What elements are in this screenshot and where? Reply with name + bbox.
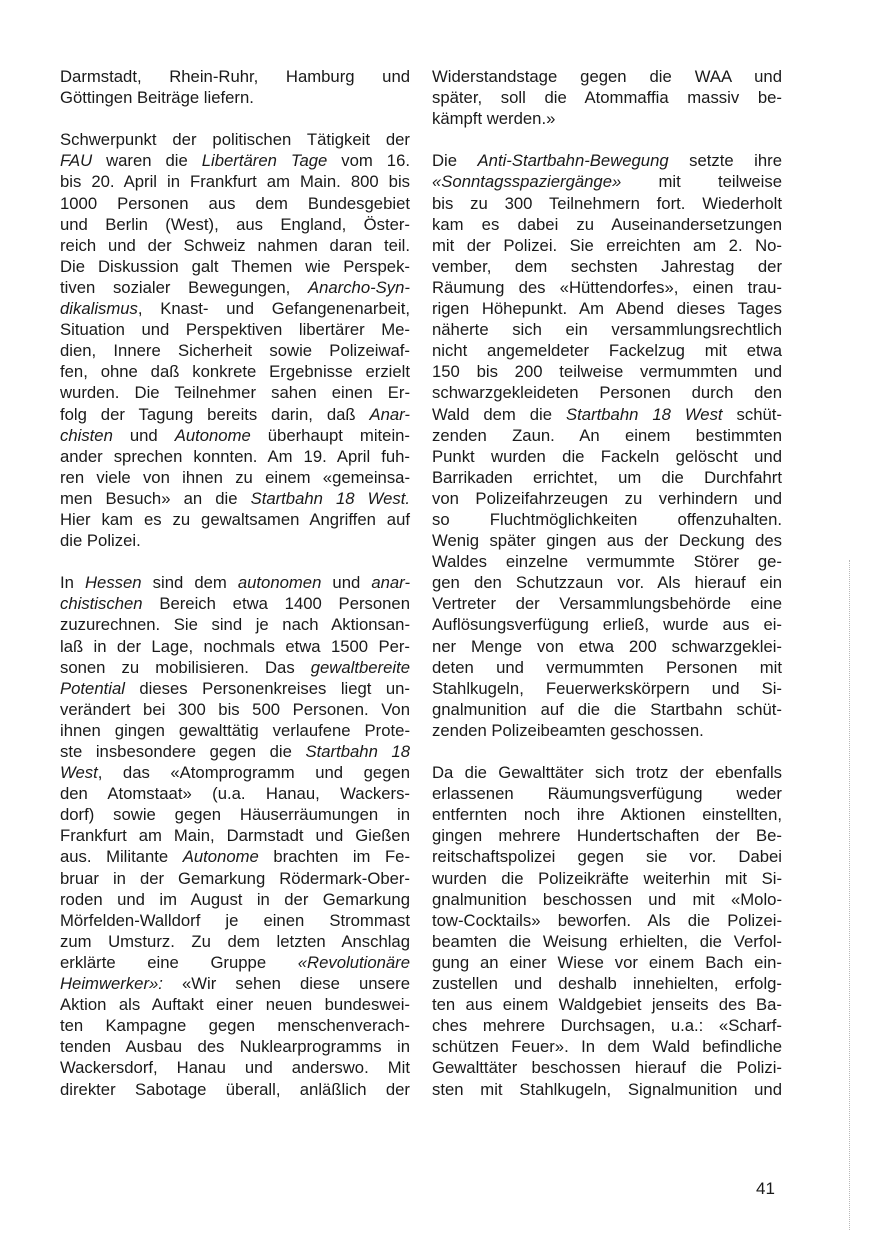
text-line: gnalmunition auf die die Startbahn schüt-: [432, 699, 782, 719]
emphasis: Anarcho-Syn-: [307, 277, 410, 297]
emphasis: Libertären Tage: [201, 151, 328, 171]
text-line: chistischen Bereich etwa 1400 Personen: [60, 594, 410, 614]
text-line: Die Diskussion galt Themen wie Perspek-: [60, 256, 410, 276]
text-line: fen, ohne daß konkrete Ergebnisse erzielt: [60, 362, 410, 382]
text-line: Widerstandstage gegen die WAA und: [432, 67, 782, 86]
text-line: 150 bis 200 teilweise vermummten und: [432, 362, 782, 382]
paragraph-gap: [432, 741, 782, 762]
text-line: schützen Feuer». In dem Wald befindliche: [432, 1037, 782, 1057]
text-line: chisten und Autonome überhaupt mitein-: [60, 425, 410, 445]
emphasis: gewaltbereite: [310, 657, 410, 677]
text-line: ches mehrere Durchsagen, u.a.: «Scharf-: [432, 1016, 782, 1036]
text-line: sten mit Stahlkugeln, Signalmunition und: [432, 1079, 782, 1099]
emphasis: Anti-Startbahn-Bewegung: [477, 151, 669, 171]
text-line: West, das «Atomprogramm und gegen: [60, 763, 410, 783]
text-line: Darmstadt, Rhein-Ruhr, Hamburg und: [60, 67, 410, 86]
text-line: wurden die Polizeikräfte weiterhin mit Si-: [432, 868, 782, 888]
text-line: und Berlin (West), aus England, Öster-: [60, 214, 410, 234]
text-line: reich und der Schweiz nahmen daran teil.: [60, 235, 410, 255]
text-line: bis zu 300 Teilnehmern fort. Wiederholt: [432, 193, 782, 213]
emphasis: Anar-: [369, 404, 410, 424]
text-line: Da die Gewalttäter sich trotz der ebenfalls: [432, 763, 782, 783]
text-line: ner Menge von etwa 200 schwarzgeklei-: [432, 636, 782, 656]
emphasis: «Revolutionäre: [297, 952, 410, 972]
text-line: Die Anti-Startbahn-Bewegung setzte ihre: [432, 151, 782, 171]
text-line: Potential dieses Personenkreises liegt un-: [60, 678, 410, 698]
text-line: Frankfurt am Main, Darmstadt und Gießen: [60, 826, 410, 846]
text-line: FAU waren die Libertären Tage vom 16.: [60, 151, 410, 171]
text-line: erklärte eine Gruppe «Revolutionäre: [60, 952, 410, 972]
text-line: reitschaftspolizei gegen sie vor. Dabei: [432, 847, 782, 867]
emphasis: Startbahn 18 West: [566, 404, 723, 424]
text-line: rigen Höhepunkt. Am Abend dieses Tages: [432, 299, 782, 319]
text-line: tiven sozialer Bewegungen, Anarcho-Syn-: [60, 277, 410, 297]
text-line: folg der Tagung bereits darin, daß Anar-: [60, 404, 410, 424]
text-line: ren viele von ihnen zu einem «gemeinsa-: [60, 467, 410, 487]
emphasis: Heimwerker»:: [60, 974, 163, 994]
text-line: näherte sich ein versammlungsrechtlich: [432, 320, 782, 340]
text-line: nicht angemeldeter Fackelzug mit etwa: [432, 341, 782, 361]
text-line: dien, Innere Sicherheit sowie Polizeiwaf-: [60, 341, 410, 361]
text-line: sonen zu mobilisieren. Das gewaltbereite: [60, 657, 410, 677]
text-line: Vertreter der Versammlungsbehörde eine: [432, 594, 782, 614]
page-number: 41: [756, 1179, 775, 1198]
text-line: tenden Ausbau des Nuklearprogramms in: [60, 1037, 410, 1057]
text-line: die Polizei.: [60, 531, 141, 551]
text-line: ihnen gingen gewalttätig verlaufene Prote-: [60, 720, 410, 740]
text-line: gingen mehrere Hundertschaften der Be-: [432, 826, 782, 846]
text-line: Wackersdorf, Hanau und anderswo. Mit: [60, 1058, 410, 1078]
text-line: von Polizeifahrzeugen zu verhindern und: [432, 488, 782, 508]
text-line: «Sonntagsspaziergänge» mit teilweise: [432, 172, 782, 192]
paragraph-gap: [60, 551, 410, 572]
text-line: bis 20. April in Frankfurt am Main. 800 bis: [60, 172, 410, 192]
text-line: gen den Schutzzaun vor. Als hierauf ein: [432, 573, 782, 593]
text-line: Aktion als Auftakt einer neuen bundeswei-: [60, 995, 410, 1015]
emphasis: autonomen: [237, 573, 322, 593]
emphasis: anar-: [371, 573, 410, 593]
text-line: Räumung des «Hüttendorfes», einen trau-: [432, 277, 782, 297]
text-line: 1000 Personen aus dem Bundesgebiet: [60, 193, 410, 213]
text-line: Wenig später gingen aus der Deckung des: [432, 531, 782, 551]
text-line: verändert bei 300 bis 500 Personen. Von: [60, 699, 410, 719]
emphasis: Startbahn 18: [305, 742, 410, 761]
text-line: beamten die Weisung erhielten, die Verfol-: [432, 931, 782, 951]
text-line: zenden Zaun. An einem bestimmten: [432, 425, 782, 445]
text-line: ste insbesondere gegen die Startbahn 18: [60, 742, 410, 761]
text-line: ander sprechen konnten. Am 19. April fuh-: [60, 446, 410, 466]
emphasis: Hessen: [84, 573, 142, 593]
emphasis: FAU: [60, 151, 93, 171]
emphasis: Potential: [60, 678, 125, 698]
text-line: den Atomstaat» (u.a. Hanau, Wackers-: [60, 784, 410, 804]
text-line: laß in der Lage, nochmals etwa 1500 Per-: [60, 636, 410, 656]
text-line: gnalmunition beschossen und mit «Molo-: [432, 889, 782, 909]
scan-margin-artifact: [849, 560, 852, 1230]
text-line: deten und vermummten Personen mit: [432, 657, 782, 677]
text-line: Waldes einzelne vermummte Störer ge-: [432, 552, 782, 572]
text-line: entfernten noch ihre Aktionen einstellten,: [432, 805, 782, 825]
text-line: ten Kampagne gegen menschenverach-: [60, 1016, 410, 1036]
emphasis: «Sonntagsspaziergänge»: [432, 172, 622, 192]
text-line: Situation und Perspektiven libertärer Me-: [60, 320, 410, 340]
text-line: gung an einer Wiese vor einem Bach ein-: [432, 952, 782, 972]
text-line: Gewalttäter beschossen hierauf die Polizi-: [432, 1058, 782, 1078]
text-line: tow-Cocktails» beworfen. Als die Polizei-: [432, 910, 782, 930]
text-line: zuzurechnen. Sie sind je nach Aktionsan-: [60, 615, 410, 635]
text-line: mit der Polizei. Sie erreichten am 2. No-: [432, 235, 782, 255]
text-line: kam es dabei zu Auseinandersetzungen: [432, 214, 782, 234]
paragraph-gap: [432, 129, 782, 150]
emphasis: Autonome: [174, 425, 251, 445]
emphasis: Autonome: [182, 847, 259, 867]
text-line: men Besuch» an die Startbahn 18 West.: [60, 488, 410, 508]
text-line: In Hessen sind dem autonomen und anar-: [60, 573, 410, 593]
text-line: aus. Militante Autonome brachten im Fe-: [60, 847, 410, 867]
text-line: so Fluchtmöglichkeiten offenzuhalten.: [432, 509, 782, 529]
text-line: Stahlkugeln, Feuerwerkskörpern und Si-: [432, 678, 782, 698]
text-line: Punkt wurden die Fackeln gelöscht und: [432, 446, 782, 466]
text-line: bruar in der Gemarkung Rödermark-Ober-: [60, 868, 410, 888]
text-line: erlassenen Räumungsverfügung weder: [432, 784, 782, 804]
emphasis: dikalismus: [60, 299, 138, 319]
right-text-column: [432, 66, 782, 1100]
text-line: Auflösungsverfügung erließ, wurde aus ei-: [432, 615, 782, 635]
text-line: Göttingen Beiträge liefern.: [60, 88, 254, 108]
text-line: ten aus einem Waldgebiet jenseits des Ba-: [432, 995, 782, 1015]
text-line: Hier kam es zu gewaltsamen Angriffen auf: [60, 509, 410, 529]
text-line: später, soll die Atommaffia massiv be-: [432, 88, 782, 108]
text-line: Schwerpunkt der politischen Tätigkeit der: [60, 130, 410, 150]
text-line: Mörfelden-Walldorf je einen Strommast: [60, 910, 410, 930]
text-line: Heimwerker»: «Wir sehen diese unsere: [60, 974, 410, 994]
emphasis: chisten: [60, 425, 113, 445]
text-line: zum Umsturz. Zu dem letzten Anschlag: [60, 931, 410, 951]
text-line: kämpft werden.»: [432, 109, 556, 129]
text-line: Barrikaden errichtet, um die Durchfahrt: [432, 467, 782, 487]
text-line: dorf) sowie gegen Häuserräumungen in: [60, 805, 410, 825]
text-line: dikalismus, Knast- und Gefangenenarbeit,: [60, 299, 410, 319]
text-line: zenden Polizeibeamten geschossen.: [432, 720, 704, 740]
emphasis: West: [60, 763, 98, 783]
text-line: vember, dem sechsten Jahrestag der: [432, 256, 782, 276]
emphasis: Startbahn 18 West.: [250, 488, 410, 508]
left-text-column: [60, 66, 410, 1100]
text-line: roden und im August in der Gemarkung: [60, 889, 410, 909]
emphasis: chistischen: [60, 594, 143, 614]
text-line: zustellen und deshalb innehielten, erfolg-: [432, 974, 782, 994]
text-line: Wald dem die Startbahn 18 West schüt-: [432, 404, 782, 424]
text-line: schwarzgekleideten Personen durch den: [432, 383, 782, 403]
text-line: direkter Sabotage überall, anläßlich der: [60, 1079, 410, 1099]
paragraph-gap: [60, 108, 410, 129]
text-line: wurden. Die Teilnehmer sahen einen Er-: [60, 383, 410, 403]
